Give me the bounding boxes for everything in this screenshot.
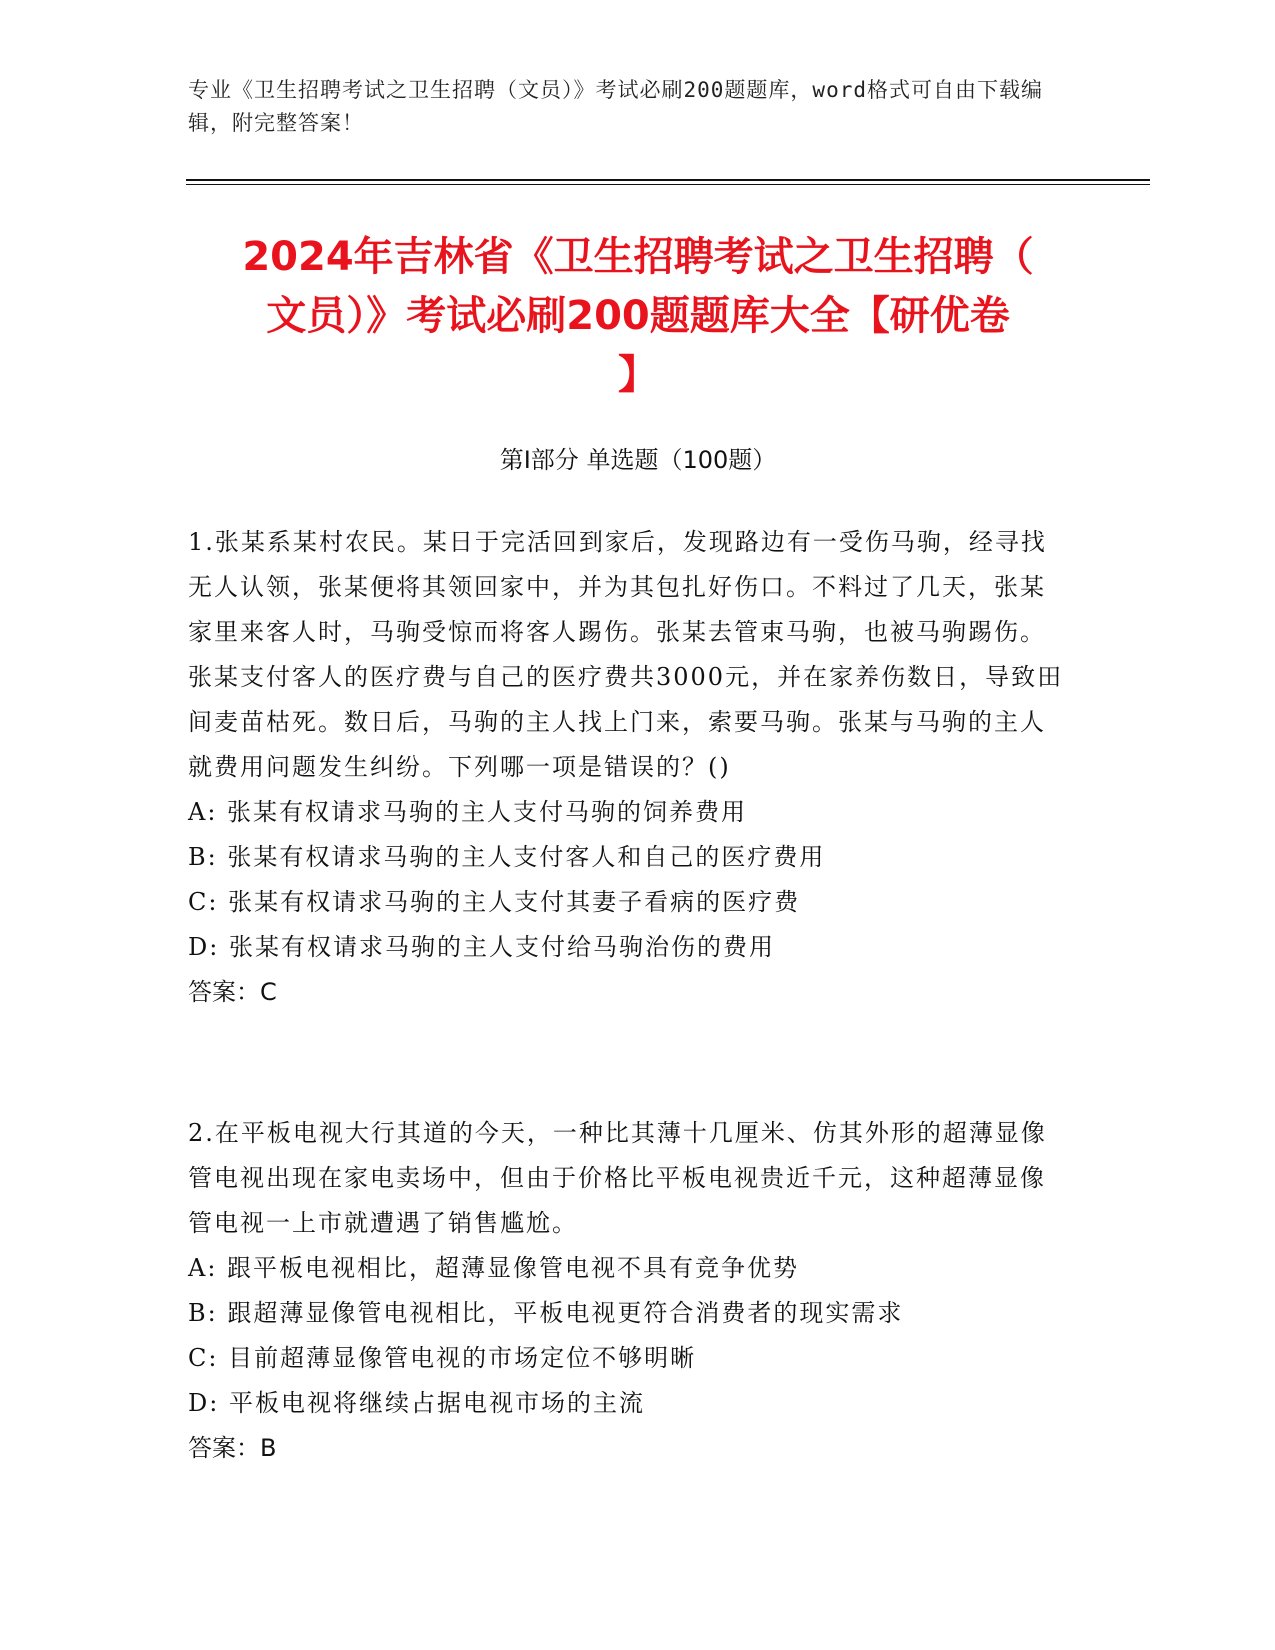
answer: 答案：B (188, 1434, 277, 1462)
document-title (186, 228, 1090, 405)
document-title-line-3: 】 (618, 352, 658, 398)
option-d: D: 张某有权请求马驹的主人支付给马驹治伤的费用 (188, 933, 775, 961)
option-c: C: 张某有权请求马驹的主人支付其妻子看病的医疗费 (188, 888, 801, 916)
option-b: B: 张某有权请求马驹的主人支付客人和自己的医疗费用 (188, 843, 826, 871)
question-stem: 1.张某系某村农民。某日于完活回到家后，发现路边有一受伤马驹，经寻找无人认领，张某便将其领回家中，并为其包扎好伤口。不料过了几天，张某家里来客人时，马驹受惊而将客人踢伤。张某去管束马驹，也被马驹踢伤。张某支付客人的医疗费与自己的医疗费共3000元，并在家养伤数日，导致田间麦苗枯死。数日后，马驹的主人找上门来，索要马驹。张某与马驹的主人就费用问题发生纠纷。下列哪一项是错误的？() (188, 528, 1064, 781)
option-b: B: 跟超薄显像管电视相比，平板电视更符合消费者的现实需求 (188, 1299, 904, 1327)
option-c: C: 目前超薄显像管电视的市场定位不够明晰 (188, 1344, 697, 1372)
section-title: 第Ⅰ部分 单选题（100题） (499, 446, 777, 474)
document-title-line-2: 文员）》考试必刷200题题库大全【研优卷 (266, 293, 1010, 339)
option-a: A: 张某有权请求马驹的主人支付马驹的饲养费用 (188, 798, 748, 826)
header-divider-thin (186, 184, 1150, 185)
question-2 (188, 1111, 1068, 1471)
question-1 (188, 520, 1068, 1015)
header-divider-thick (186, 179, 1150, 181)
option-a: A: 跟平板电视相比，超薄显像管电视不具有竞争优势 (188, 1254, 800, 1282)
document-title-line-1: 2024年吉林省《卫生招聘考试之卫生招聘（ (242, 234, 1034, 280)
question-stem: 2.在平板电视大行其道的今天，一种比其薄十几厘米、仿其外形的超薄显像管电视出现在家电卖场中，但由于价格比平板电视贵近千元，这种超薄显像管电视一上市就遭遇了销售尴尬。 (188, 1119, 1047, 1237)
header-note: 专业《卫生招聘考试之卫生招聘（文员）》考试必刷200题题库，word格式可自由下载编辑，附完整答案！ (188, 78, 1043, 135)
option-d: D: 平板电视将继续占据电视市场的主流 (188, 1389, 645, 1417)
answer: 答案：C (188, 978, 277, 1006)
